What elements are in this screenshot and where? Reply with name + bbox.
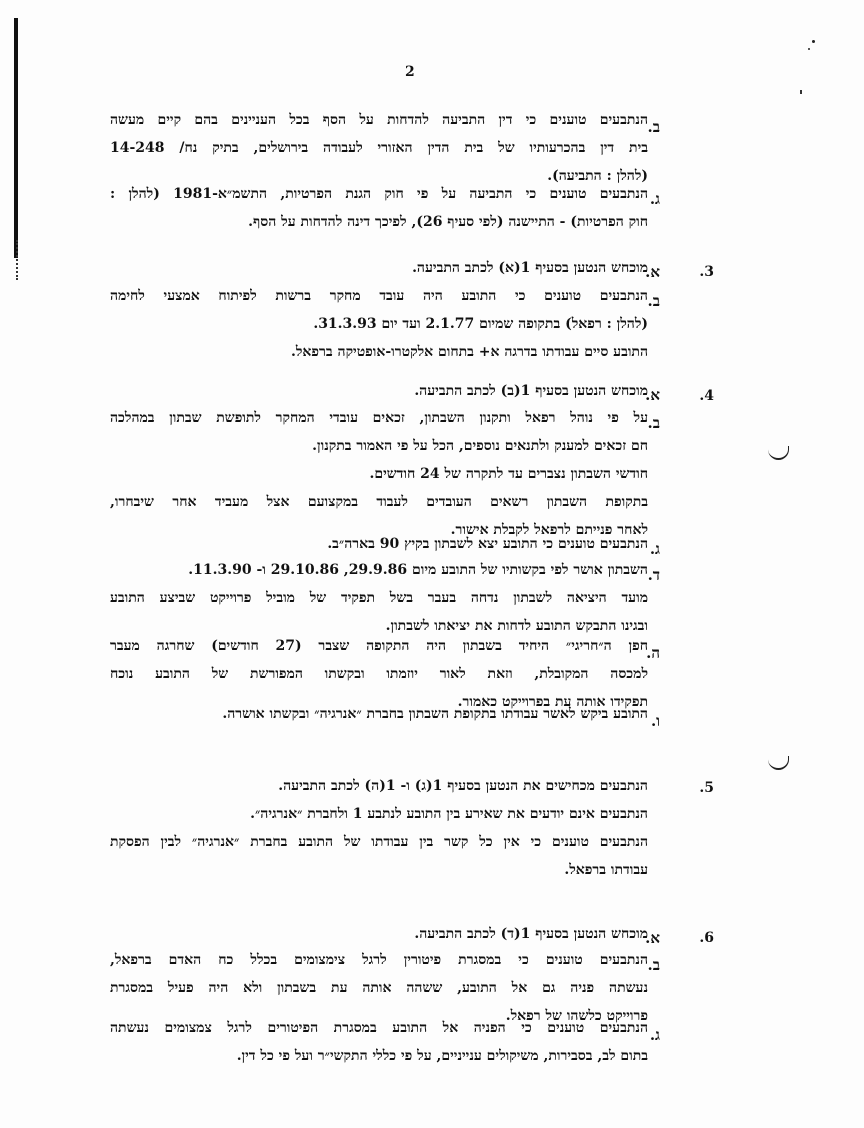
text-line: חפן ה״חריגי״ היחיד בשבתון היה התקופה שצבר (27 חודשים) שחרגה מעבר bbox=[110, 638, 648, 654]
text-line: (להלן : התביעה). bbox=[547, 168, 648, 184]
text-line: לאחר פנייתם לרפאל לקבלת אישור. bbox=[450, 522, 648, 538]
text-line: פרוייקט כלשהו של רפאל. bbox=[505, 1008, 648, 1024]
item-label: ב. bbox=[647, 118, 660, 136]
text-line: עבודתו ברפאל. bbox=[564, 862, 648, 878]
item-label: ד. bbox=[647, 566, 660, 584]
text-line: הנתבעים טוענים כי התביעה על פי חוק הגנת הפרטיות, התשמ״א-1981 (להלן : bbox=[110, 186, 648, 202]
item-text bbox=[110, 700, 648, 728]
scan-speck bbox=[808, 48, 810, 50]
text-line: מוכחש הנטען בסעיף 1(א) לכתב התביעה. bbox=[412, 260, 648, 276]
item-text bbox=[110, 530, 648, 558]
text-line: הנתבעים טוענים כי אין כל קשר בין עבודתו של התובע בחברת ״אנרגיה״ לבין הפסקת bbox=[110, 834, 648, 850]
text-line: מוכחש הנטען בסעיף 1(ב) לכתב התביעה. bbox=[414, 383, 648, 399]
text-line: הנתבעים טוענים כי במסגרת פיטורין לרגל צימצומים בכלל כח האדם ברפאל, bbox=[110, 952, 648, 968]
item-text bbox=[110, 1014, 648, 1070]
section-number: 6. bbox=[699, 930, 714, 946]
item-label: ב. bbox=[647, 292, 660, 310]
scan-edge-dots bbox=[16, 240, 20, 280]
text-line: חוק הפרטיות) - התיישנה (לפי סעיף 26), לפיכך דינה להדחות על הסף. bbox=[248, 214, 648, 230]
text-line: הנתבעים טוענים כי התובע היה עובד מחקר ברשות לפיתוח אמצעי לחימה bbox=[110, 288, 648, 304]
item-label: ב. bbox=[647, 956, 660, 974]
item-text bbox=[110, 180, 648, 236]
text-line: חודשי השבתון נצברים עד לתקרה של 24 חודשים. bbox=[369, 466, 648, 482]
item-label: ו. bbox=[650, 712, 660, 730]
text-line: הנתבעים מכחישים את הנטען בסעיף 1(ג) ו- 1(ה) לכתב התביעה. bbox=[278, 778, 648, 794]
text-line: התובע סיים עבודתו בדרגה א+ בתחום אלקטרו-אופטיקה ברפאל. bbox=[290, 344, 648, 360]
item-label: ב. bbox=[647, 414, 660, 432]
text-line: הנתבעים אינם יודעים את שאירע בין התובע לנתבע 1 ולחברת ״אנרגיה״. bbox=[250, 806, 648, 822]
item-text bbox=[110, 254, 648, 282]
scan-speck bbox=[812, 40, 815, 43]
item-text bbox=[110, 377, 648, 405]
item-text bbox=[110, 556, 648, 640]
section-number: 4. bbox=[699, 388, 714, 404]
text-line: הנתבעים טוענים כי דין התביעה להדחות על הסף בכל העניינים בהם קיים מעשה bbox=[110, 112, 648, 128]
item-label: א. bbox=[645, 929, 660, 947]
item-label: ג. bbox=[649, 540, 660, 558]
text-line: מועד היציאה לשבתון נדחה בעבר בשל תפקיד של מוביל פרוייקט שביצע התובע bbox=[110, 590, 648, 606]
text-line: חם זכאים למענק ולתנאים נוספים, הכל על פי האמור בתקנון. bbox=[312, 438, 648, 454]
section-number: 5. bbox=[699, 780, 714, 796]
scan-edge-bar bbox=[14, 18, 18, 258]
text-line: ובגינו התבקש התובע לדחות את יציאתו לשבתון. bbox=[385, 618, 648, 634]
text-line: הנתבעים טוענים כי התובע יצא לשבתון בקיץ 90 בארה״ב. bbox=[327, 536, 648, 552]
item-label: א. bbox=[645, 386, 660, 404]
item-text bbox=[110, 920, 648, 948]
item-text bbox=[110, 404, 648, 544]
text-line: על פי נוהל רפאל ותקנון השבתון, זכאים עובדי המחקר לתופשת שבתון במהלכה bbox=[110, 410, 648, 426]
hole-punch-mark bbox=[768, 446, 789, 460]
text-line: התובע ביקש לאשר עבודתו בתקופת השבתון בחברת ״אנרגיה״ ובקשתו אושרה. bbox=[222, 706, 648, 722]
item-label: ה. bbox=[646, 644, 660, 662]
item-text bbox=[110, 772, 648, 884]
item-label: ג. bbox=[649, 190, 660, 208]
item-label: א. bbox=[645, 263, 660, 281]
text-line: בתום לב, בסבירות, משיקולים ענייניים, על פי כללי התקשי״ר ועל פי כל דין. bbox=[236, 1048, 648, 1064]
hole-punch-mark bbox=[768, 756, 789, 770]
text-line: למכסה המקובלת, וזאת לאור יוזמתו ובקשתו המפורשת של התובע נוכח bbox=[110, 666, 648, 682]
item-text bbox=[110, 282, 648, 366]
text-line: בתקופת השבתון רשאים העובדים לעבוד במקצועם אצל מעביד אחר שיבחרו, bbox=[110, 494, 648, 510]
page-number: 2 bbox=[405, 64, 415, 80]
section-number: 3. bbox=[699, 264, 714, 280]
text-line: בית דין בהכרעותיו של בית הדין האזורי לעבודה בירושלים, בתיק נח/ 14-248 bbox=[110, 140, 648, 156]
text-line: (להלן : רפאל) בתקופה שמיום 2.1.77 ועד יום 31.3.93. bbox=[313, 316, 648, 332]
item-label: ג. bbox=[649, 1026, 660, 1044]
text-line: השבתון אושר לפי בקשותיו של התובע מיום 29.9.86, 29.10.86 ו- 11.3.90. bbox=[188, 562, 648, 578]
text-line: מוכחש הנטען בסעיף 1(ד) לכתב התביעה. bbox=[414, 926, 648, 942]
item-text bbox=[110, 106, 648, 190]
text-line: הנתבעים טוענים כי הפניה אל התובע במסגרת הפיטורים לרגל צמצומים נעשתה bbox=[110, 1020, 648, 1036]
text-line: נעשתה פניה גם אל התובע, ששהה אותה עת בשבתון ולא היה פעיל במסגרת bbox=[110, 980, 648, 996]
text-line: תפקידו אותה עת בפרוייקט כאמור. bbox=[457, 694, 648, 710]
scan-speck bbox=[800, 90, 802, 94]
